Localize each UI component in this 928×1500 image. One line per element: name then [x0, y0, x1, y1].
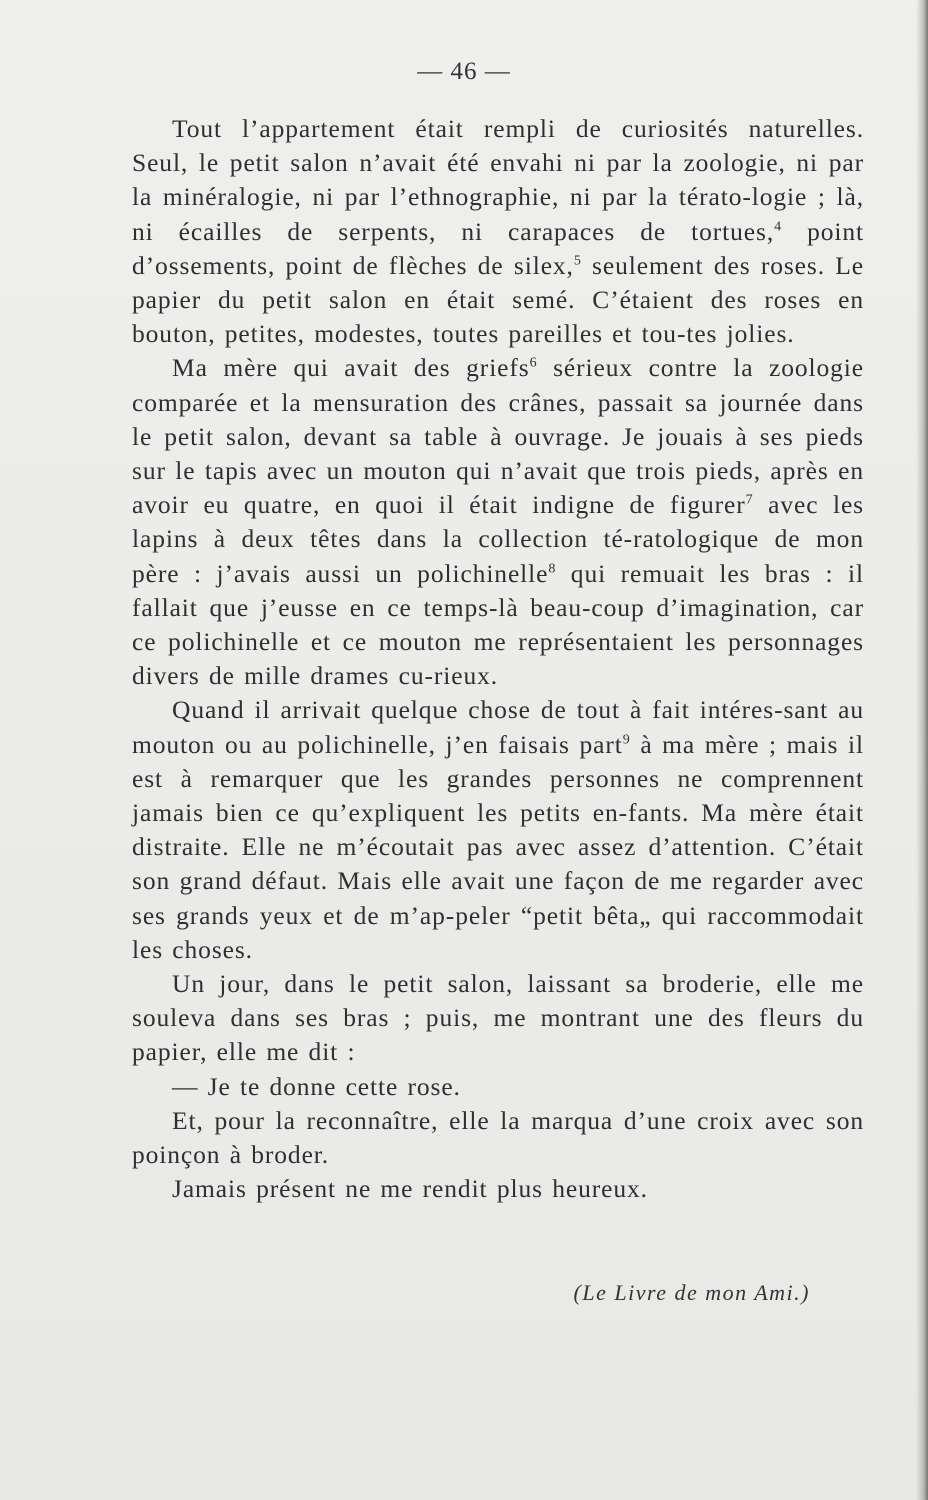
- footnote-marker: 4: [774, 219, 783, 235]
- paragraph: [132, 693, 864, 967]
- footnote-marker: 9: [622, 732, 631, 748]
- paragraph: [132, 1104, 864, 1172]
- text-run: point d’ossements, point de flèches de silex,: [132, 216, 864, 280]
- dialogue-line: [132, 1070, 864, 1104]
- paragraph: [132, 351, 864, 693]
- page-number: — 46 —: [417, 58, 511, 85]
- footnote-marker: 7: [745, 492, 754, 508]
- text-run: Jamais présent ne me rendit plus heureux.: [172, 1174, 648, 1204]
- text-run: Un jour, dans le petit salon, laissant sa broderie, elle me souleva dans ses bras ; puis, me montrant une des fleurs du papier, elle me dit :: [132, 969, 864, 1067]
- source-attribution: (Le Livre de mon Ami.): [573, 1280, 810, 1305]
- text-run: à ma mère ; mais il est à remarquer que les grandes personnes ne comprennent jamais bien ce qu’expliquent les petits en-fants. Ma mère était distraite. Elle ne m’écoutait pas avec assez d’attention. C’était son grand défaut. Mais elle avait une façon de me regarder avec ses grands yeux et de m’ap-peler “petit bêta„ qui raccommodait les choses.: [132, 729, 864, 964]
- text-run: Tout l’appartement était rempli de curiosités naturelles. Seul, le petit salon n’avait été envahi ni par la zoologie, ni par la minéralogie, ni par l’ethnographie, ni par la térato-logie ; là, ni écailles de serpents, ni carapaces de tortues,: [132, 114, 864, 246]
- footnote-marker: 8: [548, 561, 557, 577]
- text-run: Ma mère qui avait des griefs: [172, 353, 530, 383]
- text-run: seulement des roses. Le papier du petit salon en était semé. C’étaient des roses en bouton, petites, modestes, toutes pareilles et tou-tes jolies.: [132, 250, 864, 349]
- footnote-marker: 6: [529, 355, 538, 371]
- text-run: qui remuait les bras : il fallait que j’eusse en ce temps-là beau-coup d’imagination, car ce polichinelle et ce mouton me représentaient les personnages divers de mille drames cu-rieux.: [132, 558, 864, 691]
- text-run: Quand il arrivait quelque chose de tout à fait intéres-sant au mouton ou au polichinelle, j’en faisais part: [132, 695, 864, 759]
- text-run: sérieux contre la zoologie comparée et la mensuration des crânes, passait sa journée dans le petit salon, devant sa table à ouvrage. Je jouais à ses pieds sur le tapis avec un mouton qui n’avait que trois pieds, après en avoir eu quatre, en quoi il était indigne de figurer: [132, 353, 864, 520]
- footnote-marker: 5: [573, 253, 582, 269]
- body-text: [132, 112, 864, 1207]
- text-run: — Je te donne cette rose.: [172, 1071, 461, 1101]
- paragraph: [132, 112, 864, 351]
- paragraph: [132, 967, 864, 1070]
- text-run: avec les lapins à deux têtes dans la collection té-ratologique de mon père : j’avais aussi un polichinelle: [132, 490, 864, 588]
- text-run: Et, pour la reconnaître, elle la marqua d’une croix avec son poinçon à broder.: [132, 1105, 864, 1170]
- paragraph: [132, 1172, 864, 1206]
- page-edge-shadow: [916, 0, 928, 1500]
